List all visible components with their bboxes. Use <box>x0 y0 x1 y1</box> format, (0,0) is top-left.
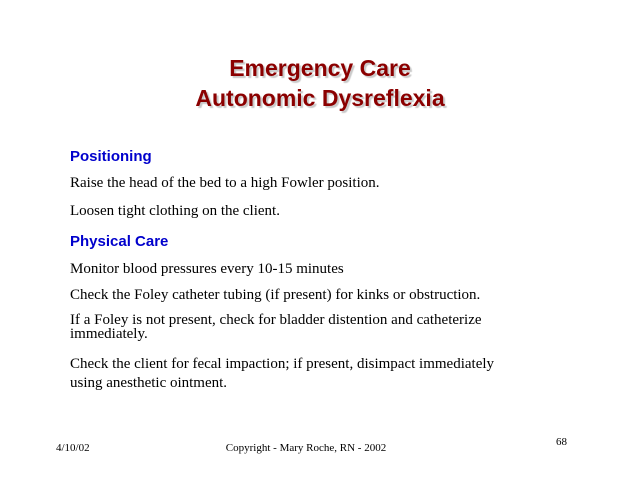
section-heading-physical-care: Physical Care <box>70 233 169 250</box>
slide-subtitle: Autonomic Dysreflexia <box>195 85 445 111</box>
page-number: 68 <box>556 436 567 448</box>
bullet-text: Loosen tight clothing on the client. <box>70 203 280 219</box>
bullet-text-line: using anesthetic ointment. <box>70 375 228 391</box>
bullet-text: Raise the head of the bed to a high Fowler position. <box>70 175 380 191</box>
footer-copyright: Copyright - Mary Roche, RN - 2002 <box>225 442 387 454</box>
bullet-text-line: If a Foley is not present, check for bladder distention and catheterize <box>70 312 482 328</box>
footer-date: 4/10/02 <box>56 442 90 454</box>
bullet-text: Monitor blood pressures every 10-15 minutes <box>70 261 344 277</box>
section-heading-positioning: Positioning <box>70 148 152 165</box>
slide-title: Emergency Care <box>229 55 411 81</box>
bullet-text-line: Check the client for fecal impaction; if present, disimpact immediately <box>70 356 495 372</box>
bullet-text-line: immediately. <box>70 326 148 342</box>
bullet-text: Check the Foley catheter tubing (if present) for kinks or obstruction. <box>70 287 481 303</box>
